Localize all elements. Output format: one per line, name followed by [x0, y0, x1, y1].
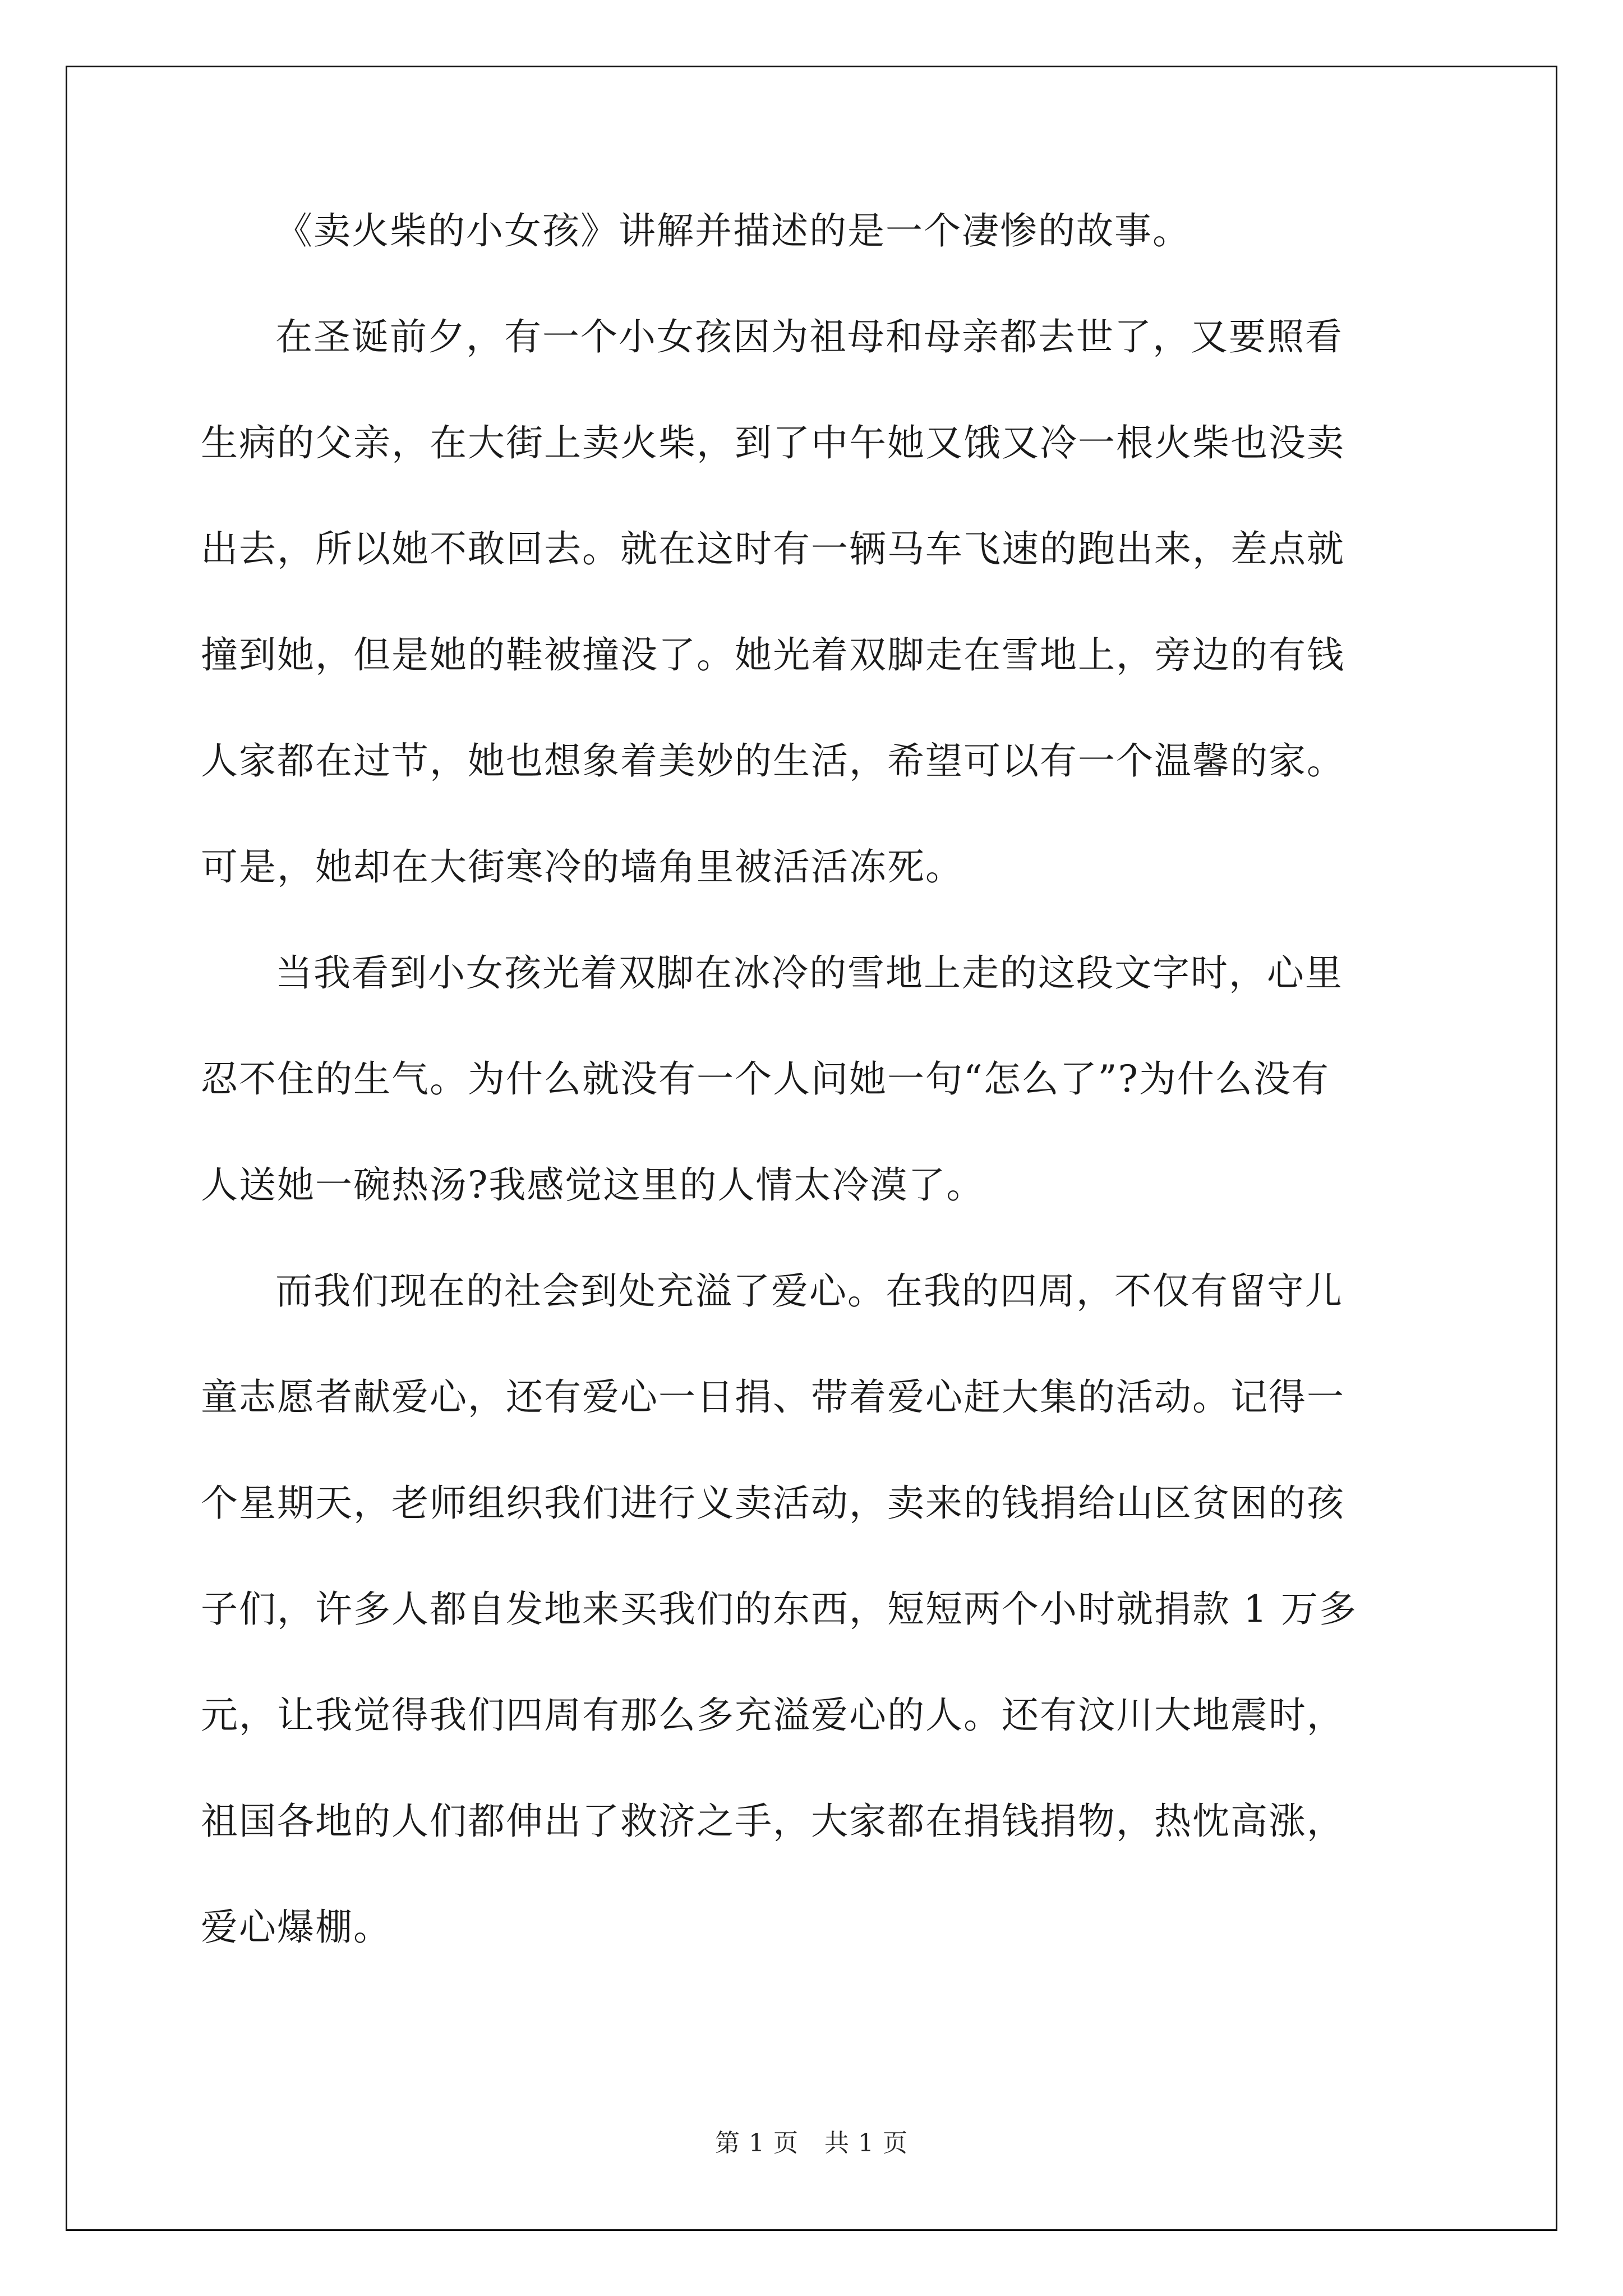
paragraph-2-line-1: 在圣诞前夕，有一个小女孩因为祖母和母亲都去世了，又要照看 — [275, 315, 1343, 358]
paragraph-2-line-5: 人家都在过节，她也想象着美妙的生活，希望可以有一个温馨的家。 — [201, 739, 1345, 783]
paragraph-4-line-7: 爱心爆棚。 — [201, 1906, 391, 1949]
text-lines — [201, 203, 1435, 2005]
paragraph-2-line-4: 撞到她，但是她的鞋被撞没了。她光着双脚走在雪地上，旁边的有钱 — [201, 633, 1345, 677]
page-footer — [0, 2123, 1623, 2159]
page-number-current: 第 1 页 — [715, 2129, 799, 2157]
paragraph-4-line-5: 元，让我觉得我们四周有那么多充溢爱心的人。还有汶川大地震时， — [201, 1694, 1345, 1737]
paragraph-4-line-3: 个星期天，老师组织我们进行义卖活动，卖来的钱捐给山区贫困的孩 — [201, 1481, 1345, 1525]
paragraph-4-line-1: 而我们现在的社会到处充溢了爱心。在我的四周，不仅有留守儿 — [275, 1269, 1343, 1313]
paragraph-2-line-3: 出去，所以她不敢回去。就在这时有一辆马车飞速的跑出来，差点就 — [201, 527, 1345, 570]
paragraph-4-line-6: 祖国各地的人们都伸出了救济之手，大家都在捐钱捐物，热忱高涨， — [201, 1800, 1345, 1843]
paragraph-3-line-1: 当我看到小女孩光着双脚在冰冷的雪地上走的这段文字时，心里 — [275, 951, 1343, 995]
paragraph-1-line-1: 《卖火柴的小女孩》讲解并描述的是一个凄惨的故事。 — [275, 209, 1191, 252]
document-body — [201, 203, 1435, 2005]
paragraph-4-line-4: 子们，许多人都自发地来买我们的东西，短短两个小时就捐款 1 万多 — [201, 1588, 1357, 1631]
paragraph-2-line-6: 可是，她却在大街寒冷的墙角里被活活冻死。 — [201, 845, 963, 889]
paragraph-3-line-2: 忍不住的生气。为什么就没有一个人问她一句“怎么了”?为什么没有 — [201, 1057, 1330, 1101]
page-number-total: 共 1 页 — [824, 2129, 908, 2157]
paragraph-2-line-2: 生病的父亲，在大街上卖火柴，到了中午她又饿又冷一根火柴也没卖 — [201, 421, 1345, 464]
paragraph-4-line-2: 童志愿者献爱心，还有爱心一日捐、带着爱心赶大集的活动。记得一 — [201, 1375, 1345, 1419]
paragraph-3-line-3: 人送她一碗热汤?我感觉这里的人情太冷漠了。 — [201, 1163, 985, 1207]
